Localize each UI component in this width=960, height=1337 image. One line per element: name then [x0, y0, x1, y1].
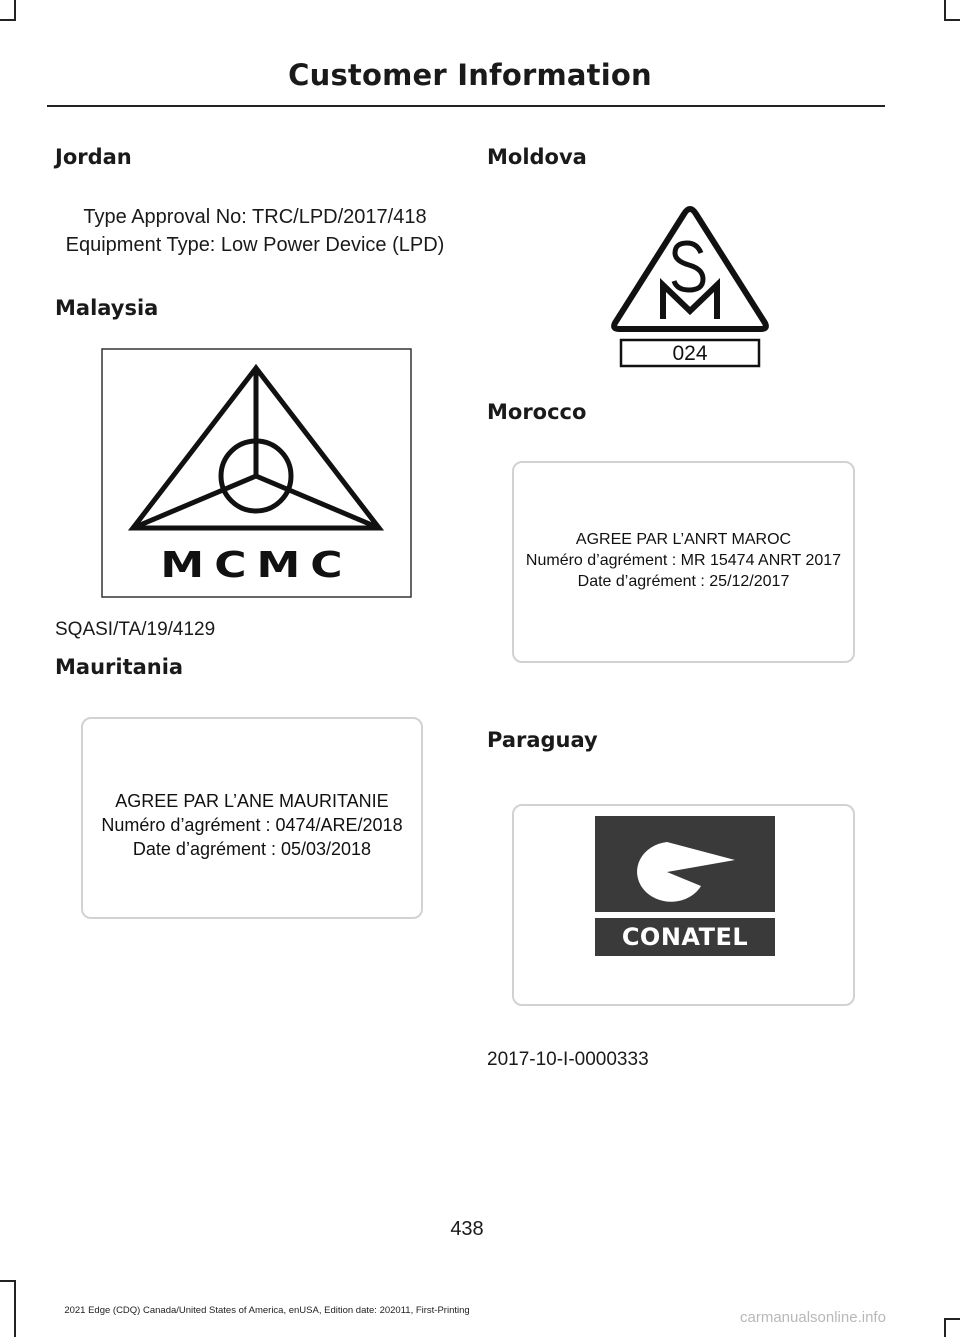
header-divider — [47, 105, 885, 107]
section-heading-moldova: Moldova — [487, 145, 587, 169]
page-title: Customer Information — [288, 58, 652, 92]
morocco-number-line: Numéro d’agrément : MR 15474 ANRT 2017 — [525, 552, 842, 569]
footer-edition-text: 2021 Edge (CDQ) Canada/United States of America, enUSA, Edition date: 202011, First-Printing — [64, 1305, 470, 1316]
morocco-approval-lines — [514, 529, 853, 592]
section-heading-jordan: Jordan — [55, 145, 132, 169]
crop-mark-top-right-h — [944, 19, 960, 21]
conatel-logo-text: CONATEL — [621, 923, 749, 951]
page-number: 438 — [450, 1218, 484, 1240]
crop-mark-bottom-right-h — [944, 1318, 960, 1320]
section-heading-morocco: Morocco — [487, 400, 587, 424]
crop-mark-top-right-v — [944, 0, 946, 20]
paraguay-logo-frame — [512, 804, 855, 1006]
paraguay-approval-code: 2017-10-I-0000333 — [487, 1049, 649, 1070]
moldova-mark-number: 024 — [672, 342, 708, 365]
section-heading-mauritania: Mauritania — [55, 655, 184, 679]
mauritania-approval-lines — [83, 789, 421, 861]
jordan-approval-text — [40, 203, 470, 259]
moldova-sm-mark — [605, 195, 775, 375]
morocco-approval-label — [512, 461, 855, 663]
mauritania-number-line: Numéro d’agrément : 0474/ARE/2018 — [101, 815, 403, 835]
jordan-equipment-type: Equipment Type: Low Power Device (LPD) — [65, 234, 445, 256]
crop-mark-top-left-v — [14, 0, 16, 20]
mauritania-agree-line: AGREE PAR L’ANE MAURITANIE — [115, 791, 389, 811]
crop-mark-bottom-left-h — [0, 1280, 16, 1282]
malaysia-approval-code: SQASI/TA/19/4129 — [55, 619, 216, 640]
crop-mark-bottom-right-v — [944, 1318, 946, 1337]
mauritania-approval-label — [81, 717, 423, 919]
section-heading-malaysia: Malaysia — [55, 296, 159, 320]
mcmc-logo-text: MCMC — [160, 545, 353, 586]
conatel-logo — [595, 816, 775, 956]
crop-mark-top-left-h — [0, 19, 16, 21]
mcmc-logo — [101, 348, 412, 598]
morocco-agree-line: AGREE PAR L’ANRT MAROC — [575, 531, 792, 548]
watermark: carmanualsonline.info — [740, 1309, 886, 1326]
jordan-type-approval: Type Approval No: TRC/LPD/2017/418 — [83, 206, 427, 228]
morocco-date-line: Date d’agrément : 25/12/2017 — [577, 573, 790, 590]
mauritania-date-line: Date d’agrément : 05/03/2018 — [132, 839, 372, 859]
section-heading-paraguay: Paraguay — [487, 728, 598, 752]
